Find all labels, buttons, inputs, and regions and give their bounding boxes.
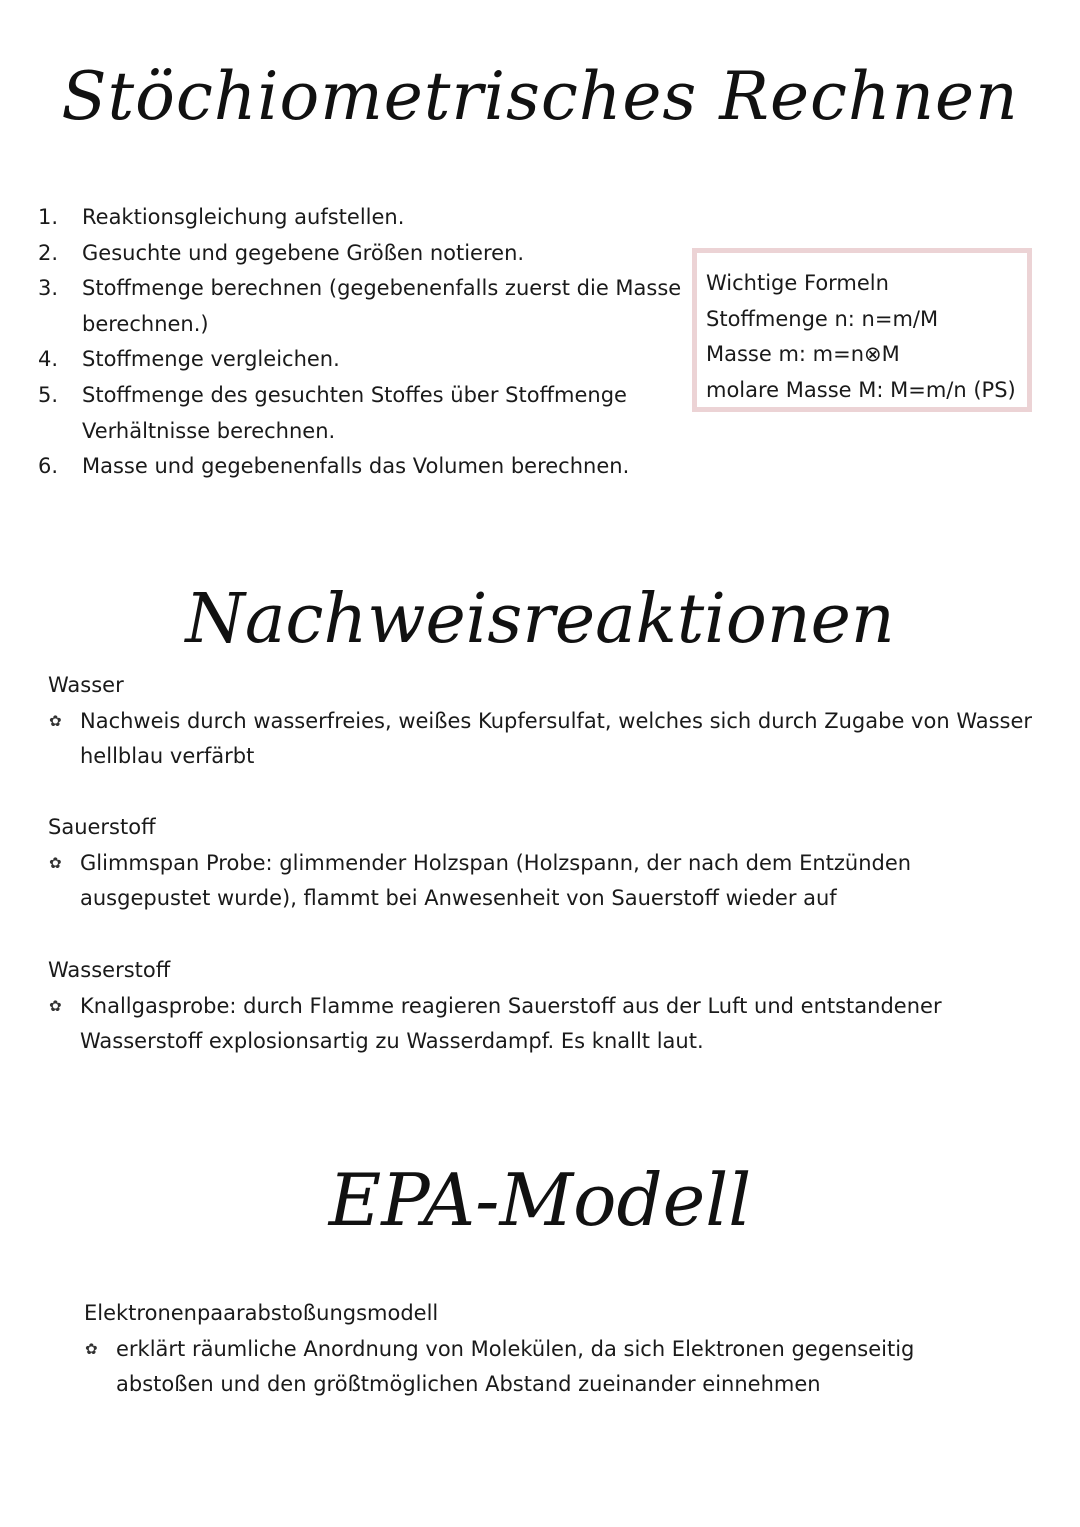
bullet-item: ✿ Glimmspan Probe: glimmender Holzspan (Holzspann, der nach dem Entzünden ausgepustet wurde), flammt bei Anwesenheit von Sauerstoff wieder auf (48, 846, 1038, 917)
formula-line: molare Masse M: M=m/n (PS) (706, 377, 1016, 402)
list-item: 4. Stoffmenge vergleichen. (38, 347, 340, 372)
list-item: 6. Masse und gegebenenfalls das Volumen berechnen. (38, 454, 630, 479)
formula-line: Stoffmenge n: n=m/M (706, 306, 939, 331)
title-highlight: EPA-Modell (301, 1158, 780, 1242)
formula-box (692, 248, 1032, 412)
flower-bullet-icon: ✿ (85, 1339, 98, 1358)
title-stoechiometrie (0, 58, 1080, 135)
bullet-item: ✿ erklärt räumliche Anordnung von Molekülen, da sich Elektronen gegenseitig abstoßen und den größtmöglichen Abstand zueinander einnehmen (84, 1332, 984, 1403)
bullet-item: ✿ Nachweis durch wasserfreies, weißes Kupfersulfat, welches sich durch Zugabe von Wasser hellblau verfärbt (48, 704, 1038, 775)
title-highlight: Stöchiometrisches Rechnen (33, 58, 1046, 135)
formula-heading: Wichtige Formeln (706, 271, 889, 295)
section-heading: Elektronenpaarabstoßungsmodell (84, 1301, 439, 1325)
title-epa-modell (0, 1158, 1080, 1242)
flower-bullet-icon: ✿ (49, 853, 62, 872)
section-epa (84, 1296, 984, 1403)
steps-list (38, 200, 688, 485)
flower-bullet-icon: ✿ (49, 711, 62, 730)
list-item: 5. Stoffmenge des gesuchten Stoffes über Stoffmenge Verhältnisse berechnen. (38, 382, 627, 443)
title-nachweisreaktionen (0, 580, 1080, 659)
title-highlight: Nachweisreaktionen (157, 580, 922, 659)
section-heading: Wasser (48, 673, 124, 697)
section-wasserstoff (48, 953, 1038, 1060)
section-heading: Sauerstoff (48, 815, 156, 839)
section-heading: Wasserstoff (48, 958, 171, 982)
list-item: 1. Reaktionsgleichung aufstellen. (38, 205, 405, 229)
flower-bullet-icon: ✿ (49, 996, 62, 1015)
list-item: 2. Gesuchte und gegebene Größen notieren. (38, 240, 525, 265)
list-item: 3. Stoffmenge berechnen (gegebenenfalls zuerst die Masse berechnen.) (38, 276, 682, 336)
bullet-item: ✿ Knallgasprobe: durch Flamme reagieren Sauerstoff aus der Luft und entstandener Wasserstoff explosionsartig zu Wasserdampf. Es knallt laut. (48, 989, 1038, 1060)
formula-line: Masse m: m=n⊗M (706, 342, 900, 367)
section-wasser (48, 668, 1038, 775)
section-sauerstoff (48, 810, 1038, 917)
